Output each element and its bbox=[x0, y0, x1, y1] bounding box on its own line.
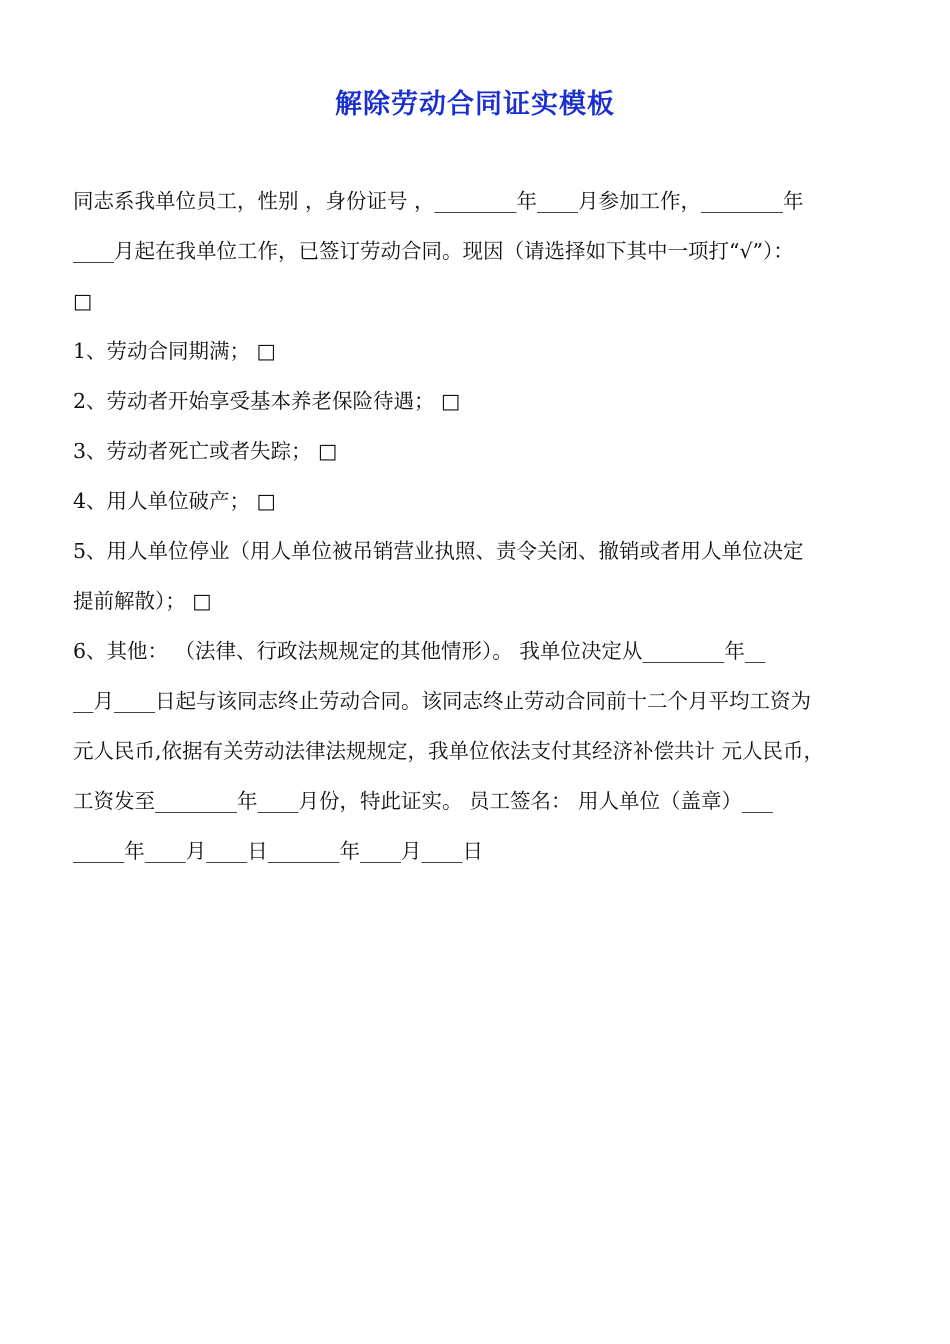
document-title: 解除劳动合同证实模板 bbox=[335, 89, 615, 120]
option-5-line-1: 5、用人单位停业（用人单位被吊销营业执照、责令关闭、撤销或者用人单位决定 bbox=[73, 539, 804, 563]
checkbox-line: □ bbox=[73, 289, 93, 313]
body-line-11: __月____日起与该同志终止劳动合同。该同志终止劳动合同前十二个月平均工资为 bbox=[73, 689, 811, 713]
option-2: 2、劳动者开始享受基本养老保险待遇； □ bbox=[73, 389, 461, 413]
option-4: 4、用人单位破产； □ bbox=[73, 489, 276, 513]
option-6-line: 6、其他： （法律、行政法规规定的其他情形）。 我单位决定从________年__ bbox=[73, 639, 766, 663]
option-1: 1、劳动合同期满； □ bbox=[73, 339, 276, 363]
body-line-2: ____月起在我单位工作，已签订劳动合同。现因（请选择如下其中一项打“√”）： bbox=[73, 239, 794, 263]
body-line-1: 同志系我单位员工，性别 ，身份证号 ，________年____月参加工作，________年 bbox=[73, 189, 804, 213]
signature-line: 工资发至________年____月份，特此证实。 员工签名： 用人单位（盖章）___ bbox=[73, 789, 773, 813]
option-5-line-2: 提前解散）； □ bbox=[73, 589, 212, 613]
body-line-12: 元人民币,依据有关劳动法律法规规定，我单位依法支付其经济补偿共计 元人民币， bbox=[73, 739, 825, 763]
date-line: _____年____月____日_______年____月____日 bbox=[73, 839, 483, 863]
option-3: 3、劳动者死亡或者失踪； □ bbox=[73, 439, 338, 463]
